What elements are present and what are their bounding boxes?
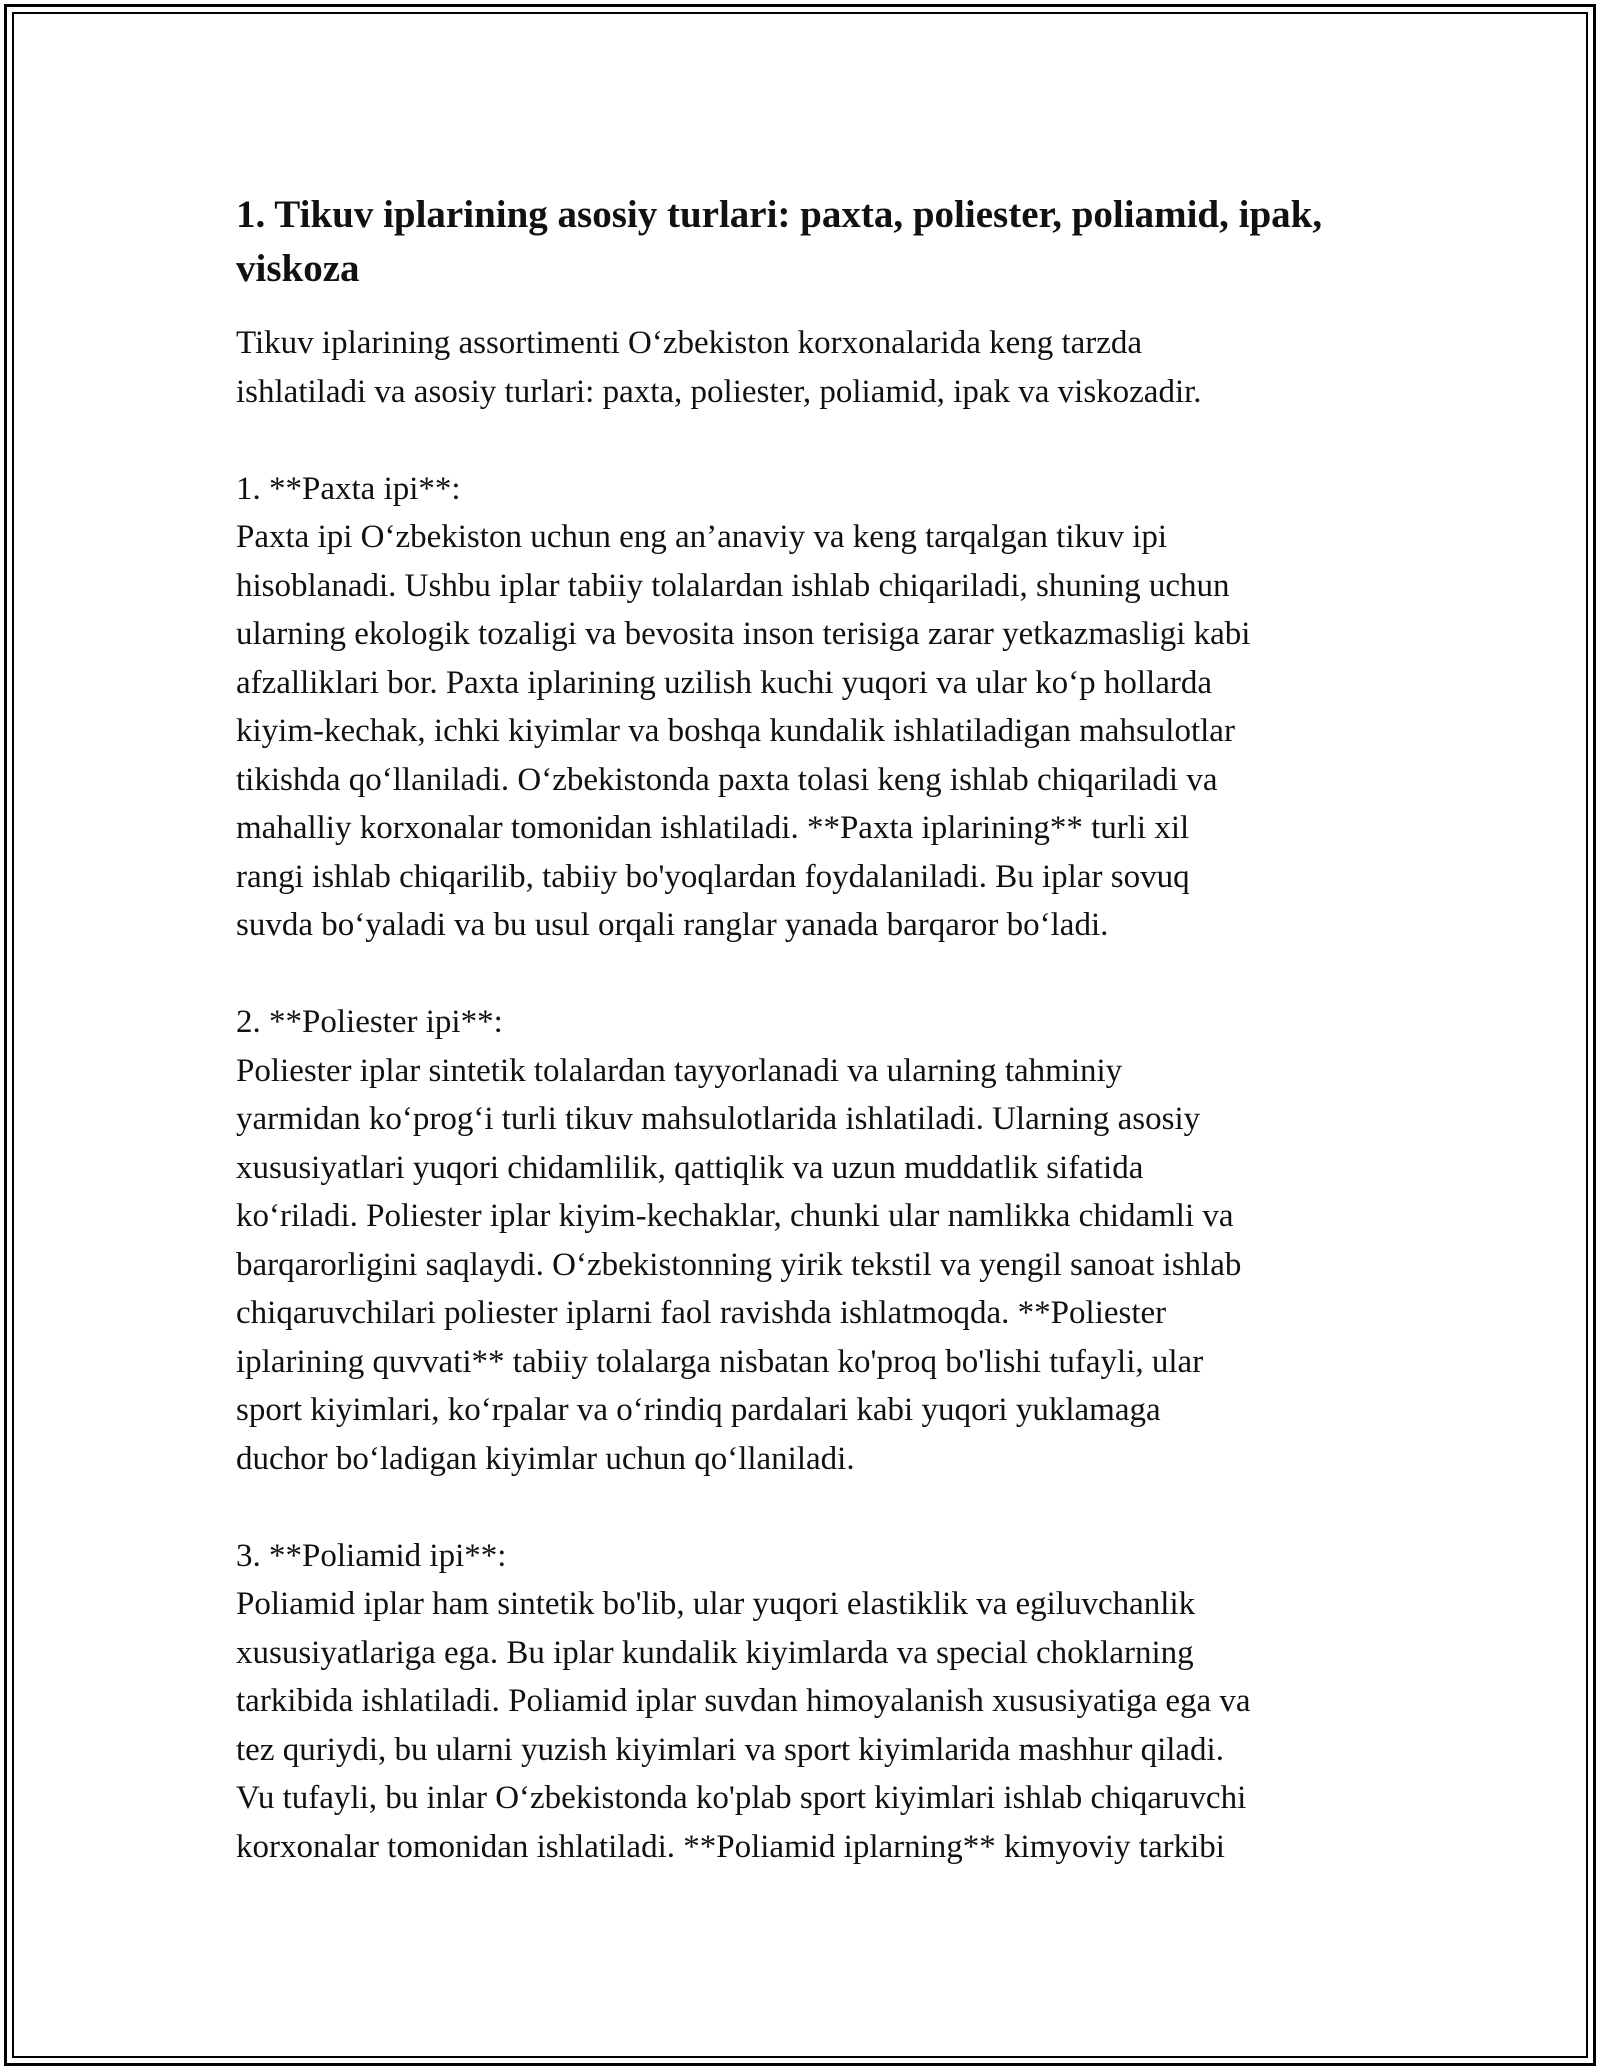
section-heading-paxta: 1. **Paxta ipi**: [236, 470, 461, 507]
document-content [236, 188, 1396, 1871]
section-body-poliester: Poliester iplar sintetik tolalardan tayyorlanadi va ularning tahminiy yarmidan ko‘prog‘i turli tikuv mahsulotlarida ishlatiladi. Ularning asosiy xususiyatlari yuqori chidamlilik, qattiqlik va uzun muddatlik sifatida ko‘riladi. Poliester iplar kiyim-kechaklar, chunki ular namlikka chidamli va barqarorligini saqlaydi. O‘zbekistonning yirik tekstil va yengil sanoat ishlab chiqaruvchilari poliester iplarni faol ravishda ishlatmoqda. **Poliester iplarining quvvati** tabiiy tolalarga nisbatan ko'proq bo'lishi tufayli, ular sport kiyimlari, ko‘rpalar va o‘rindiq pardalari kabi yuqori yuklamaga duchor bo‘ladigan kiyimlar uchun qo‘llaniladi. [236, 1052, 1242, 1477]
paragraph-gap [236, 416, 1396, 465]
paragraph-gap [236, 1483, 1396, 1532]
document-title: 1. Tikuv iplarining asosiy turlari: paxta, poliester, poliamid, ipak, viskoza [236, 193, 1323, 290]
section-heading-poliamid: 3. **Poliamid ipi**: [236, 1537, 507, 1574]
section-heading-poliester: 2. **Poliester ipi**: [236, 1004, 503, 1040]
intro-paragraph: Tikuv iplarining assortimenti O‘zbekiston korxonalarida keng tarzda ishlatiladi va asosiy turlari: paxta, poliester, poliamid, ipak va viskozadir. [236, 325, 1202, 410]
section-body-paxta: Paxta ipi O‘zbekiston uchun eng an’anaviy va keng tarqalgan tikuv ipi hisoblanadi. Ushbu iplar tabiiy tolalardan ishlab chiqariladi, shuning uchun ularning ekologik tozaligi va bevosita inson terisiga zarar yetkazmasligi kabi afzalliklari bor. Paxta iplarining uzilish kuchi yuqori va ular ko‘p hollarda kiyim-kechak, ichki kiyimlar va boshqa kundalik ishlatiladigan mahsulotlar tikishda qo‘llaniladi. O‘zbekistonda paxta tolasi keng ishlab chiqariladi va mahalliy korxonalar tomonidan ishlatiladi. **Paxta iplarining** turli xil rangi ishlab chiqarilib, tabiiy bo'yoqlardan foydalaniladi. Bu iplar sovuq suvda bo‘yaladi va bu usul orqali ranglar yanada barqaror bo‘ladi. [236, 519, 1251, 943]
paragraph-gap [236, 950, 1396, 999]
section-body-poliamid: Poliamid iplar ham sintetik bo'lib, ular yuqori elastiklik va egiluvchanlik xususiyatlariga ega. Bu iplar kundalik kiyimlarda va special choklarning tarkibida ishlatiladi. Poliamid iplar suvdan himoyalanish xususiyatiga ega va tez quriydi, bu ularni yuzish kiyimlari va sport kiyimlarida mashhur qiladi. Vu tufayli, bu inlar O‘zbekistonda ko'plab sport kiyimlari ishlab chiqaruvchi korxonalar tomonidan ishlatiladi. **Poliamid iplarning** kimyoviy tarkibi [236, 1586, 1251, 1865]
